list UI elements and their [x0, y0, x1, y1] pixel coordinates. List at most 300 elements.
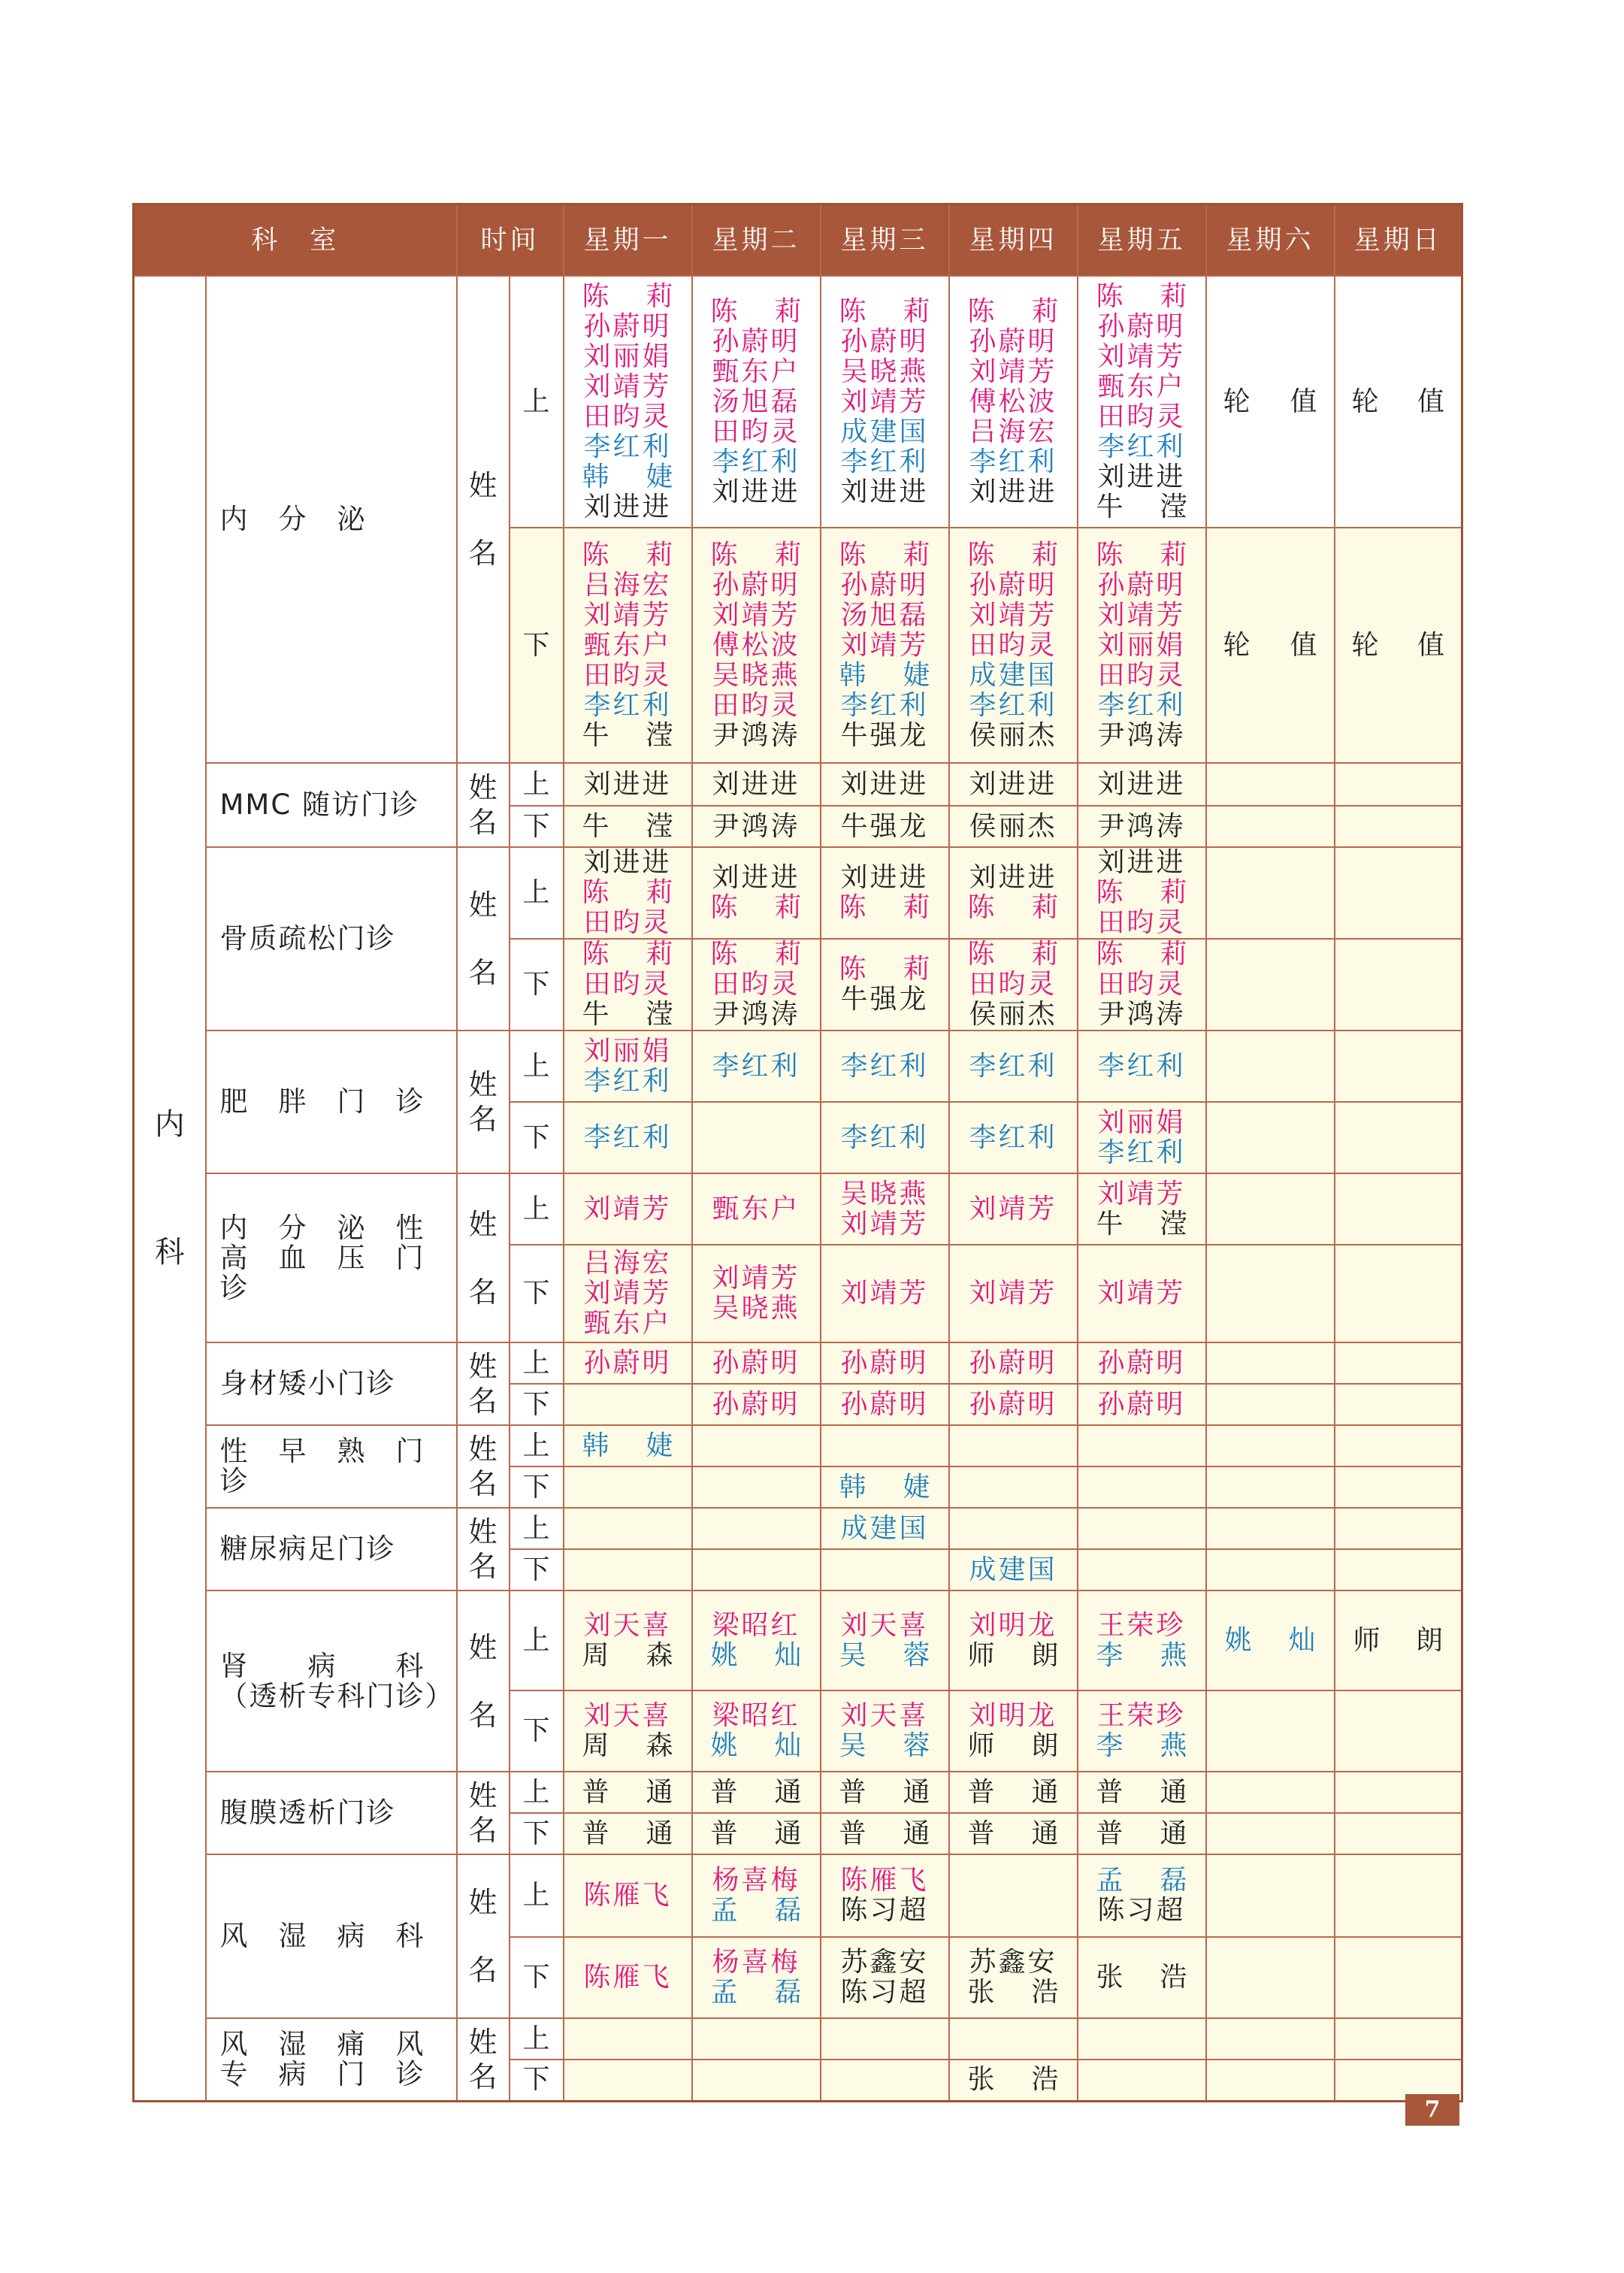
doctor-name: 孙蔚明 [583, 310, 672, 342]
doctor-name: 孙蔚明 [840, 1388, 929, 1420]
doctor-name [564, 1731, 691, 1761]
name-label-char: 姓 [468, 2025, 497, 2059]
schedule-cell [564, 1590, 692, 1690]
section-title-cell [206, 1342, 457, 1425]
schedule-cell [1206, 1937, 1335, 2018]
doctor-name-char: 普 [967, 1817, 995, 1849]
schedule-cell [564, 2060, 692, 2101]
doctor-name: 刘丽娟 [583, 340, 672, 372]
doctor-name: 刘靖芳 [969, 1193, 1057, 1224]
time-pm-label: 下 [522, 1278, 550, 1309]
schedule-cell [1335, 1549, 1462, 1590]
doctor-name [564, 940, 691, 970]
schedule-row-am [134, 1772, 1462, 1813]
schedule-cell [949, 276, 1078, 528]
schedule-cell [692, 2018, 821, 2060]
doctor-name-char: 陈 [839, 892, 866, 923]
doctor-name: 刘靖芳 [1097, 599, 1186, 631]
doctor-name: 李红利 [712, 1050, 800, 1082]
schedule-cell [1078, 1690, 1206, 1772]
schedule-cell [1078, 1508, 1206, 1549]
doctor-name-char: 莉 [774, 892, 802, 923]
doctor-name: 尹鸿涛 [712, 719, 800, 751]
doctor-name: 孙蔚明 [969, 569, 1057, 601]
doctor-name-char: 通 [646, 1817, 673, 1849]
doctor-name-char: 韩 [839, 1471, 866, 1503]
doctor-name-char: 姚 [710, 1639, 738, 1671]
schedule-cell [949, 806, 1078, 847]
doctor-name: 孙蔚明 [969, 1388, 1057, 1420]
rotation-char: 轮 [1351, 386, 1379, 417]
rotation-char: 轮 [1223, 386, 1251, 417]
schedule-cell [821, 1549, 949, 1590]
doctor-name: 李红利 [840, 1050, 929, 1082]
doctor-name: 孙蔚明 [840, 325, 929, 357]
schedule-cell [1206, 1466, 1335, 1508]
name-label [458, 1614, 509, 1749]
time-pm-label: 下 [522, 1715, 550, 1746]
time-pm-cell [510, 1690, 564, 1772]
doctor-name: 刘进进 [1097, 461, 1186, 492]
doctor-name-char: 莉 [646, 939, 673, 970]
schedule-cell [949, 1590, 1078, 1690]
schedule-cell [564, 1508, 692, 1549]
schedule-row-am [134, 1031, 1462, 1102]
doctor-name-char: 莉 [903, 539, 930, 571]
schedule-cell [1335, 763, 1462, 806]
doctor-name: 陈习超 [1097, 1895, 1186, 1926]
doctor-name [821, 893, 948, 923]
doctor-name-char: 森 [646, 1639, 673, 1671]
doctor-name [821, 297, 948, 327]
section-title: 腹膜透析门诊 [219, 1796, 396, 1829]
doctor-name: 田昀灵 [583, 659, 672, 691]
doctor-name [564, 812, 691, 842]
schedule-cell [1078, 1342, 1206, 1384]
schedule-cell [692, 1245, 821, 1342]
schedule-cell [949, 1466, 1078, 1508]
schedule-cell [1335, 1342, 1462, 1384]
schedule-cell [1335, 1425, 1462, 1466]
name-label-char: 姓 [468, 1779, 497, 1812]
doctor-name: 李红利 [583, 1065, 672, 1097]
doctor-name [821, 540, 948, 571]
schedule-cell [564, 1813, 692, 1854]
name-label-char: 姓 [468, 1515, 497, 1548]
schedule-cell [949, 1342, 1078, 1384]
category-label [135, 1061, 205, 1316]
time-am-cell [510, 1173, 564, 1245]
name-label-char: 名 [468, 1103, 497, 1136]
doctor-name-char: 莉 [903, 954, 930, 985]
time-pm-label: 下 [522, 2064, 550, 2096]
rotation-label [1335, 387, 1462, 417]
doctor-name-char: 张 [967, 1977, 995, 2008]
doctor-name-char: 师 [967, 1730, 995, 1761]
doctor-name: 刘靖芳 [583, 599, 672, 631]
doctor-name: 牛强龙 [840, 719, 929, 751]
doctor-name: 甄东户 [712, 356, 800, 387]
doctor-name-char: 普 [839, 1776, 866, 1808]
doctor-name [1078, 282, 1205, 312]
doctor-name: 李红利 [583, 431, 672, 462]
schedule-row-am [134, 276, 1462, 528]
doctor-name-char: 陈 [710, 539, 738, 571]
time-am-label: 上 [522, 1050, 550, 1082]
doctor-name-char: 牛 [1096, 491, 1123, 522]
section-title: MMC 随访门诊 [219, 788, 419, 821]
doctor-name-char: 普 [1096, 1817, 1123, 1849]
doctor-name: 刘天喜 [840, 1609, 929, 1641]
doctor-name-char: 普 [1096, 1776, 1123, 1808]
doctor-name-char: 朗 [1031, 1639, 1059, 1671]
doctor-name-char: 莉 [903, 295, 930, 327]
doctor-name: 汤旭磊 [712, 386, 800, 417]
schedule-cell [564, 1102, 692, 1173]
time-am-label: 上 [522, 386, 550, 417]
schedule-cell [1335, 1590, 1462, 1690]
rotation-char: 值 [1417, 629, 1445, 661]
section-title: 骨质疏松门诊 [219, 922, 396, 955]
schedule-cell [564, 1690, 692, 1772]
doctor-name-char: 灿 [774, 1639, 802, 1671]
schedule-cell [821, 1384, 949, 1425]
doctor-name [821, 1472, 948, 1503]
schedule-cell [949, 1031, 1078, 1102]
section-title-cell [206, 847, 457, 1031]
doctor-name: 傅松波 [712, 629, 800, 661]
schedule-cell [1078, 1813, 1206, 1854]
schedule-cell [564, 1425, 692, 1466]
doctor-name-char: 张 [1096, 1962, 1123, 1993]
header-day: 星期五 [1078, 204, 1206, 277]
doctor-name: 田昀灵 [712, 969, 800, 1000]
time-pm-cell [510, 1384, 564, 1425]
doctor-name-char: 李 [1096, 1730, 1123, 1761]
rotation-label [1335, 631, 1462, 661]
doctor-name [1078, 1866, 1205, 1896]
doctor-name [564, 1819, 691, 1849]
doctor-name [693, 297, 820, 327]
schedule-cell [564, 1937, 692, 2018]
doctor-name: 尹鸿涛 [712, 810, 800, 842]
doctor-name: 孙蔚明 [969, 1347, 1057, 1379]
doctor-name: 刘明龙 [969, 1700, 1057, 1731]
doctor-name-char: 姚 [710, 1730, 738, 1761]
doctor-name: 刘丽娟 [583, 1035, 672, 1067]
doctor-name-char: 陈 [967, 892, 995, 923]
schedule-cell [1335, 528, 1462, 763]
doctor-name: 刘靖芳 [583, 1193, 672, 1224]
doctor-name: 刘靖芳 [840, 1278, 929, 1309]
doctor-name: 孙蔚明 [712, 1388, 800, 1420]
doctor-name: 李红利 [712, 446, 800, 477]
schedule-cell [1078, 1937, 1206, 2018]
doctor-name-char: 通 [903, 1776, 930, 1808]
schedule-cell [564, 1466, 692, 1508]
schedule-cell [692, 1549, 821, 1590]
schedule-cell [949, 847, 1078, 939]
category-char: 科 [154, 1234, 185, 1270]
doctor-name-char: 陈 [1096, 280, 1123, 312]
doctor-name [1078, 1641, 1205, 1671]
schedule-cell [821, 1854, 949, 1937]
time-am-label: 上 [522, 1193, 550, 1224]
doctor-name-char: 朗 [1416, 1624, 1444, 1656]
doctor-name: 成建国 [840, 416, 929, 447]
doctor-name-char: 通 [903, 1817, 930, 1849]
doctor-name: 田昀灵 [583, 401, 672, 432]
name-label-char: 名 [468, 1698, 497, 1732]
schedule-cell [949, 1173, 1078, 1245]
doctor-name [1078, 540, 1205, 571]
schedule-cell [1206, 806, 1335, 847]
doctor-name [950, 297, 1077, 327]
schedule-cell [1206, 1031, 1335, 1102]
doctor-name: 李红利 [1097, 1136, 1186, 1168]
doctor-name-char: 浩 [1160, 1962, 1187, 1993]
doctor-name-char: 浩 [1031, 1977, 1059, 2008]
doctor-name: 陈雁飞 [583, 1880, 672, 1911]
doctor-name-char: 陈 [1096, 939, 1123, 970]
time-pm-cell [510, 1813, 564, 1854]
schedule-cell [821, 1508, 949, 1549]
doctor-name-char: 孟 [1096, 1865, 1123, 1896]
name-label [458, 770, 509, 840]
doctor-name: 田昀灵 [583, 907, 672, 938]
doctor-name: 吕海宏 [583, 1248, 672, 1279]
schedule-row-am [134, 1425, 1462, 1466]
schedule-cell [692, 528, 821, 763]
doctor-name-char: 灿 [774, 1730, 802, 1761]
section-title-cell [206, 1173, 457, 1342]
doctor-name: 尹鸿涛 [712, 999, 800, 1030]
name-label-cell [457, 1031, 510, 1173]
schedule-cell [692, 1466, 821, 1508]
schedule-cell [821, 806, 949, 847]
doctor-name-char: 陈 [967, 295, 995, 327]
name-label [458, 452, 509, 587]
doctor-name: 侯丽杰 [969, 810, 1057, 842]
doctor-name-char: 牛 [582, 719, 609, 751]
header-day: 星期四 [949, 204, 1078, 277]
time-pm-label: 下 [522, 1388, 550, 1420]
doctor-name-char: 普 [967, 1776, 995, 1808]
time-am-cell [510, 1590, 564, 1690]
doctor-name: 田昀灵 [712, 689, 800, 721]
doctor-name: 刘进进 [583, 768, 672, 800]
section-title: 高 血 压 门 诊 [219, 1241, 455, 1304]
schedule-cell [821, 1425, 949, 1466]
name-label-cell [457, 847, 510, 1031]
schedule-cell [821, 1772, 949, 1813]
schedule-cell [949, 2060, 1078, 2101]
name-label-char: 名 [468, 537, 497, 570]
doctor-name: 刘靖芳 [969, 599, 1057, 631]
doctor-name: 王荣珍 [1097, 1609, 1186, 1641]
doctor-name: 刘靖芳 [712, 599, 800, 631]
schedule-cell [564, 806, 692, 847]
doctor-name: 刘进进 [969, 476, 1057, 507]
doctor-name-char: 滢 [1160, 1208, 1187, 1239]
doctor-name-char: 滢 [1160, 491, 1187, 522]
doctor-name-char: 普 [710, 1776, 738, 1808]
schedule-cell [692, 939, 821, 1031]
doctor-name: 刘丽娟 [1097, 1106, 1186, 1138]
doctor-name: 孙蔚明 [712, 569, 800, 601]
doctor-name: 刘天喜 [583, 1609, 672, 1641]
section-title-cell [206, 763, 457, 847]
name-label [458, 1191, 509, 1326]
doctor-name [693, 1896, 820, 1926]
doctor-name [564, 282, 691, 312]
doctor-name [564, 1641, 691, 1671]
time-pm-label: 下 [522, 1962, 550, 1993]
doctor-name: 甄东户 [712, 1193, 800, 1224]
schedule-cell [821, 939, 949, 1031]
schedule-cell [692, 1772, 821, 1813]
doctor-name: 刘靖芳 [969, 356, 1057, 387]
schedule-cell [821, 1245, 949, 1342]
time-am-label: 上 [522, 877, 550, 908]
doctor-name: 刘天喜 [840, 1700, 929, 1731]
schedule-cell [1206, 2060, 1335, 2101]
doctor-name-char: 陈 [582, 539, 609, 571]
schedule-cell [1078, 1854, 1206, 1937]
section-title-cell [206, 1425, 457, 1508]
name-label [458, 2025, 509, 2094]
name-label-char: 名 [468, 956, 497, 989]
doctor-name-char: 滢 [646, 719, 673, 751]
doctor-name [950, 1819, 1077, 1849]
schedule-cell [821, 1102, 949, 1173]
time-pm-label: 下 [522, 1471, 550, 1503]
doctor-name: 牛强龙 [840, 984, 929, 1015]
doctor-name [950, 540, 1077, 571]
schedule-cell [949, 939, 1078, 1031]
doctor-name: 孙蔚明 [712, 1347, 800, 1379]
name-label-char: 姓 [468, 1433, 497, 1466]
doctor-name: 陈习超 [840, 1977, 929, 2008]
doctor-name: 尹鸿涛 [1097, 810, 1186, 842]
name-label-char: 名 [468, 2060, 497, 2093]
name-label-cell [457, 1854, 510, 2018]
schedule-cell [1078, 806, 1206, 847]
doctor-name [1078, 1778, 1205, 1808]
doctor-name [693, 1778, 820, 1808]
doctor-name: 刘靖芳 [1097, 1178, 1186, 1209]
doctor-name [564, 1431, 691, 1461]
name-label [458, 1067, 509, 1136]
schedule-cell [1206, 1549, 1335, 1590]
doctor-name-char: 牛 [1096, 1208, 1123, 1239]
name-label [458, 871, 509, 1006]
schedule-cell [1206, 1854, 1335, 1937]
header-day: 星期三 [821, 204, 949, 277]
doctor-name: 李红利 [969, 689, 1057, 721]
doctor-name: 李红利 [840, 446, 929, 477]
doctor-name-char: 婕 [646, 1430, 673, 1461]
doctor-name: 侯丽杰 [969, 719, 1057, 751]
schedule-cell [692, 276, 821, 528]
doctor-name [564, 540, 691, 571]
schedule-cell [1206, 1508, 1335, 1549]
doctor-name: 刘进进 [969, 768, 1057, 800]
schedule-cell [1206, 1590, 1335, 1690]
doctor-name: 刘进进 [840, 768, 929, 800]
schedule-cell [1078, 2060, 1206, 2101]
doctor-name [1207, 1626, 1334, 1656]
doctor-name-char: 陈 [839, 539, 866, 571]
name-label-char: 名 [468, 1814, 497, 1847]
name-label-cell [457, 2018, 510, 2101]
section-title-cell [206, 2018, 457, 2101]
schedule-cell [1335, 1508, 1462, 1549]
schedule-cell [564, 1342, 692, 1384]
schedule-row-am [134, 1508, 1462, 1549]
time-am-cell [510, 1508, 564, 1549]
doctor-name: 孙蔚明 [840, 1347, 929, 1379]
header-dept: 科 室 [134, 204, 457, 277]
schedule-cell [821, 1342, 949, 1384]
doctor-name: 孙蔚明 [1097, 1388, 1186, 1420]
schedule-cell [564, 276, 692, 528]
doctor-name: 刘进进 [969, 862, 1057, 893]
time-am-cell [510, 2018, 564, 2060]
time-am-cell [510, 847, 564, 939]
schedule-cell [1078, 1384, 1206, 1425]
doctor-name-char: 牛 [582, 999, 609, 1030]
clinic-schedule-table [132, 203, 1463, 2102]
header-time: 时间 [457, 204, 564, 277]
doctor-name [1078, 940, 1205, 970]
doctor-name-char: 婕 [903, 1471, 930, 1503]
name-label-cell [457, 276, 510, 763]
doctor-name: 刘靖芳 [1097, 1278, 1186, 1309]
schedule-cell [1078, 276, 1206, 528]
schedule-cell [1206, 1102, 1335, 1173]
doctor-name-char: 韩 [582, 461, 609, 492]
doctor-name: 梁昭红 [712, 1700, 800, 1731]
doctor-name [564, 721, 691, 751]
doctor-name: 孙蔚明 [1097, 310, 1186, 342]
rotation-char: 值 [1417, 386, 1445, 417]
doctor-name-char: 朗 [1031, 1730, 1059, 1761]
schedule-cell [692, 1425, 821, 1466]
schedule-cell [949, 1854, 1078, 1937]
doctor-name [564, 878, 691, 908]
time-am-cell [510, 1854, 564, 1937]
time-am-cell [510, 1425, 564, 1466]
doctor-name-char: 莉 [774, 295, 802, 327]
schedule-cell [821, 1690, 949, 1772]
schedule-cell [1078, 1590, 1206, 1690]
section-title: 专 病 门 诊 [219, 2057, 425, 2090]
doctor-name [693, 540, 820, 571]
time-am-cell [510, 1772, 564, 1813]
doctor-name-char: 孟 [710, 1895, 738, 1926]
doctor-name-char: 滢 [646, 999, 673, 1030]
schedule-cell [564, 1173, 692, 1245]
schedule-cell [1078, 1245, 1206, 1342]
doctor-name: 田昀灵 [969, 629, 1057, 661]
time-am-label: 上 [522, 768, 550, 800]
doctor-name-char: 婕 [903, 659, 930, 691]
schedule-cell [1078, 1549, 1206, 1590]
doctor-name-char: 普 [582, 1776, 609, 1808]
doctor-name [693, 1978, 820, 2008]
doctor-name: 刘靖芳 [840, 1208, 929, 1239]
